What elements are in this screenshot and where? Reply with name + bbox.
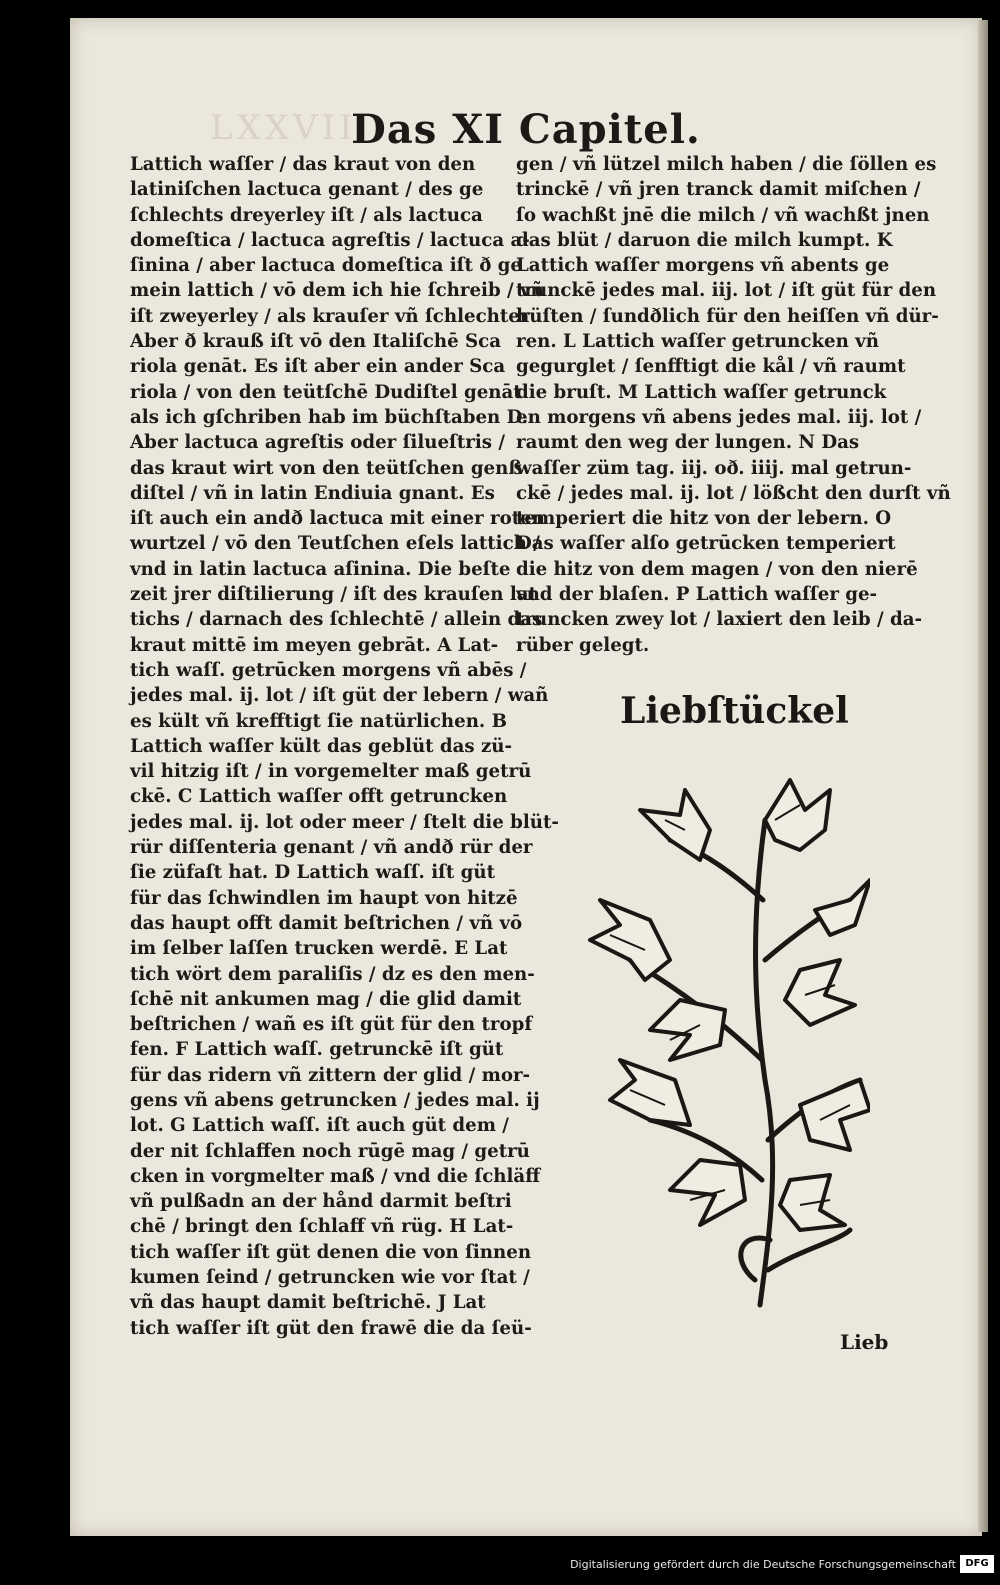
text-line: diſtel / vñ in latin Endiuia gnant. Es [130, 482, 495, 504]
text-line: vñ das haupt damit beſtrichē. J Lat [130, 1292, 486, 1314]
text-line: ſinina / aber lactuca domeſtica iſt ð ge [130, 255, 522, 277]
text-line: iſt auch ein andð lactuca mit einer roten [130, 508, 545, 530]
text-line: lot. G Lattich waſſ. iſt auch güt dem / [130, 1115, 509, 1137]
text-line: gens vñ abens getruncken / jedes mal. ij [130, 1089, 540, 1111]
right-text-column [516, 152, 951, 658]
text-line: raumt den weg der lungen. N Das [516, 432, 860, 454]
text-line: ſie züfaſt hat. D Lattich waſſ. iſt güt [130, 862, 496, 884]
text-line: ſo wachßt jnē die milch / vñ wachßt jnen [516, 204, 930, 226]
text-line: cken in vorgmelter maß / vnd die ſchläff [130, 1165, 541, 1187]
text-line: Das waſſer alſo getrūcken temperiert [516, 533, 896, 555]
text-line: wurtzel / vō den Teutſchen eſels lattich / [130, 533, 540, 555]
text-line: riola genāt. Es iſt aber ein ander Sca [130, 356, 506, 378]
text-line: fen. F Lattich waſſ. getrunckē iſt güt [130, 1039, 504, 1061]
chapter-title: Das XI Capitel. [351, 106, 701, 153]
text-line: tichs / darnach des ſchlechtē / allein das [130, 609, 543, 631]
text-line: Lattich waſſer kült das geblüt das zü- [130, 735, 513, 757]
page-edge [978, 20, 988, 1532]
left-text-column [130, 152, 580, 1341]
text-line: trinckē / vñ jren tranck damit miſchen / [516, 179, 921, 201]
text-line: jedes mal. ij. lot oder meer / ſtelt die blüt- [130, 811, 559, 833]
text-line: rür diſſenteria genant / vñ andð rür der [130, 837, 533, 859]
catchword: Lieb [840, 1330, 889, 1354]
text-line: chē / bringt den ſchlaff vñ rüg. H Lat- [130, 1216, 514, 1238]
text-line: zeit jrer diſtilierung / iſt des krauſen lat [130, 584, 537, 606]
plant-heading: Liebſtückel [620, 690, 849, 732]
text-line: vñ pulßadn an der hånd darmit beſtri [130, 1191, 512, 1213]
text-line: tich waſſer iſt güt den frawē die da ſeü- [130, 1317, 532, 1339]
text-line: ſchē nit ankumen mag / die glid damit [130, 988, 522, 1010]
text-line: es kült vñ krefftigt ſie natürlichen. B [130, 710, 507, 732]
text-line: temperiert die hitz von der lebern. O [516, 508, 892, 530]
text-line: das kraut wirt von den teütſchen genß [130, 457, 523, 479]
text-line: gegurglet / ſenfftigt die kål / vñ raumt [516, 356, 906, 378]
text-line: latiniſchen lactuca genant / des ge [130, 179, 484, 201]
bleed-through-header: LXXVII [210, 108, 357, 148]
text-line: Lattich waſſer / das kraut von den [130, 154, 476, 175]
text-line: ckē / jedes mal. ij. lot / lößcht den durſt vñ [516, 482, 951, 504]
text-line: tich waſſ. getrūcken morgens vñ abēs / [130, 659, 527, 681]
text-line: hüſten / ſundðlich für den heiſſen vñ dür- [516, 305, 939, 327]
text-line: vnd der blaſen. P Lattich waſſer ge- [516, 584, 878, 606]
text-line: jedes mal. ij. lot / iſt güt der lebern / wañ [130, 685, 549, 707]
text-line: das haupt offt damit beſtrichen / vñ vō [130, 912, 523, 934]
text-line: mein lattich / vō dem ich hie ſchreib / vñ [130, 280, 544, 302]
text-line: iſt zweyerley / als krauſer vñ ſchlechter [130, 305, 530, 327]
text-line: die hitz von dem magen / von den nierē [516, 558, 918, 580]
plant-woodcut-illustration [550, 760, 870, 1320]
text-line: rüber gelegt. [516, 634, 650, 656]
text-line: riola / von den teütſchē Dudiſtel genāt [130, 381, 522, 403]
text-line: ſchlechts dreyerley iſt / als lactuca [130, 204, 483, 226]
text-line: truncken zwey lot / laxiert den leib / da- [516, 609, 923, 631]
text-line: vil hitzig iſt / in vorgemelter maß getrū [130, 761, 532, 783]
text-line: Aber lactuca agreſtis oder ſilueſtris / [130, 432, 505, 454]
dfg-logo: DFG [960, 1555, 994, 1573]
text-line: Lattich waſſer morgens vñ abents ge [516, 255, 890, 277]
text-line: beſtrichen / wañ es iſt güt für den tropf [130, 1014, 533, 1036]
text-line: der nit ſchlaffen noch rūgē mag / getrū [130, 1140, 530, 1162]
text-line: als ich gſchriben hab im büchſtaben D. [130, 406, 529, 428]
text-line: tich waſſer iſt güt denen die von ſinnen [130, 1241, 532, 1263]
text-line: en morgens vñ abens jedes mal. iij. lot / [516, 406, 922, 428]
text-line: domeſtica / lactuca agreſtis / lactuca a- [130, 229, 530, 251]
text-line: das blüt / daruon die milch kumpt. K [516, 229, 893, 251]
text-line: kumen ſeind / getruncken wie vor ſtat / [130, 1267, 530, 1289]
text-line: im ſelber laſſen trucken werdē. E Lat [130, 938, 508, 960]
text-line: gen / vñ lützel milch haben / die ſöllen es [516, 154, 937, 175]
text-line: für das ridern vñ zittern der glid / mor- [130, 1064, 531, 1086]
text-line: trunckē jedes mal. iij. lot / iſt güt für den [516, 280, 937, 302]
text-line: die bruſt. M Lattich waſſer getrunck [516, 381, 887, 403]
text-line: kraut mittē im meyen gebrāt. A Lat- [130, 634, 499, 656]
text-line: für das ſchwindlen im haupt von hitzē [130, 887, 518, 909]
text-line: tich wört dem paraliſis / dz es den men- [130, 963, 535, 985]
text-line: Aber ð krauß iſt vō den Italiſchē Sca [130, 331, 501, 353]
text-line: vnd in latin lactuca aſinina. Die beſte [130, 558, 511, 580]
text-line: waſſer züm tag. iij. oð. iiij. mal getrun- [516, 457, 912, 479]
digitization-credit: Digitalisierung gefördert durch die Deutsche Forschungsgemeinschaft [570, 1558, 956, 1571]
text-line: ckē. C Lattich waſſer offt getruncken [130, 786, 508, 808]
text-line: ren. L Lattich waſſer getruncken vñ [516, 331, 879, 353]
